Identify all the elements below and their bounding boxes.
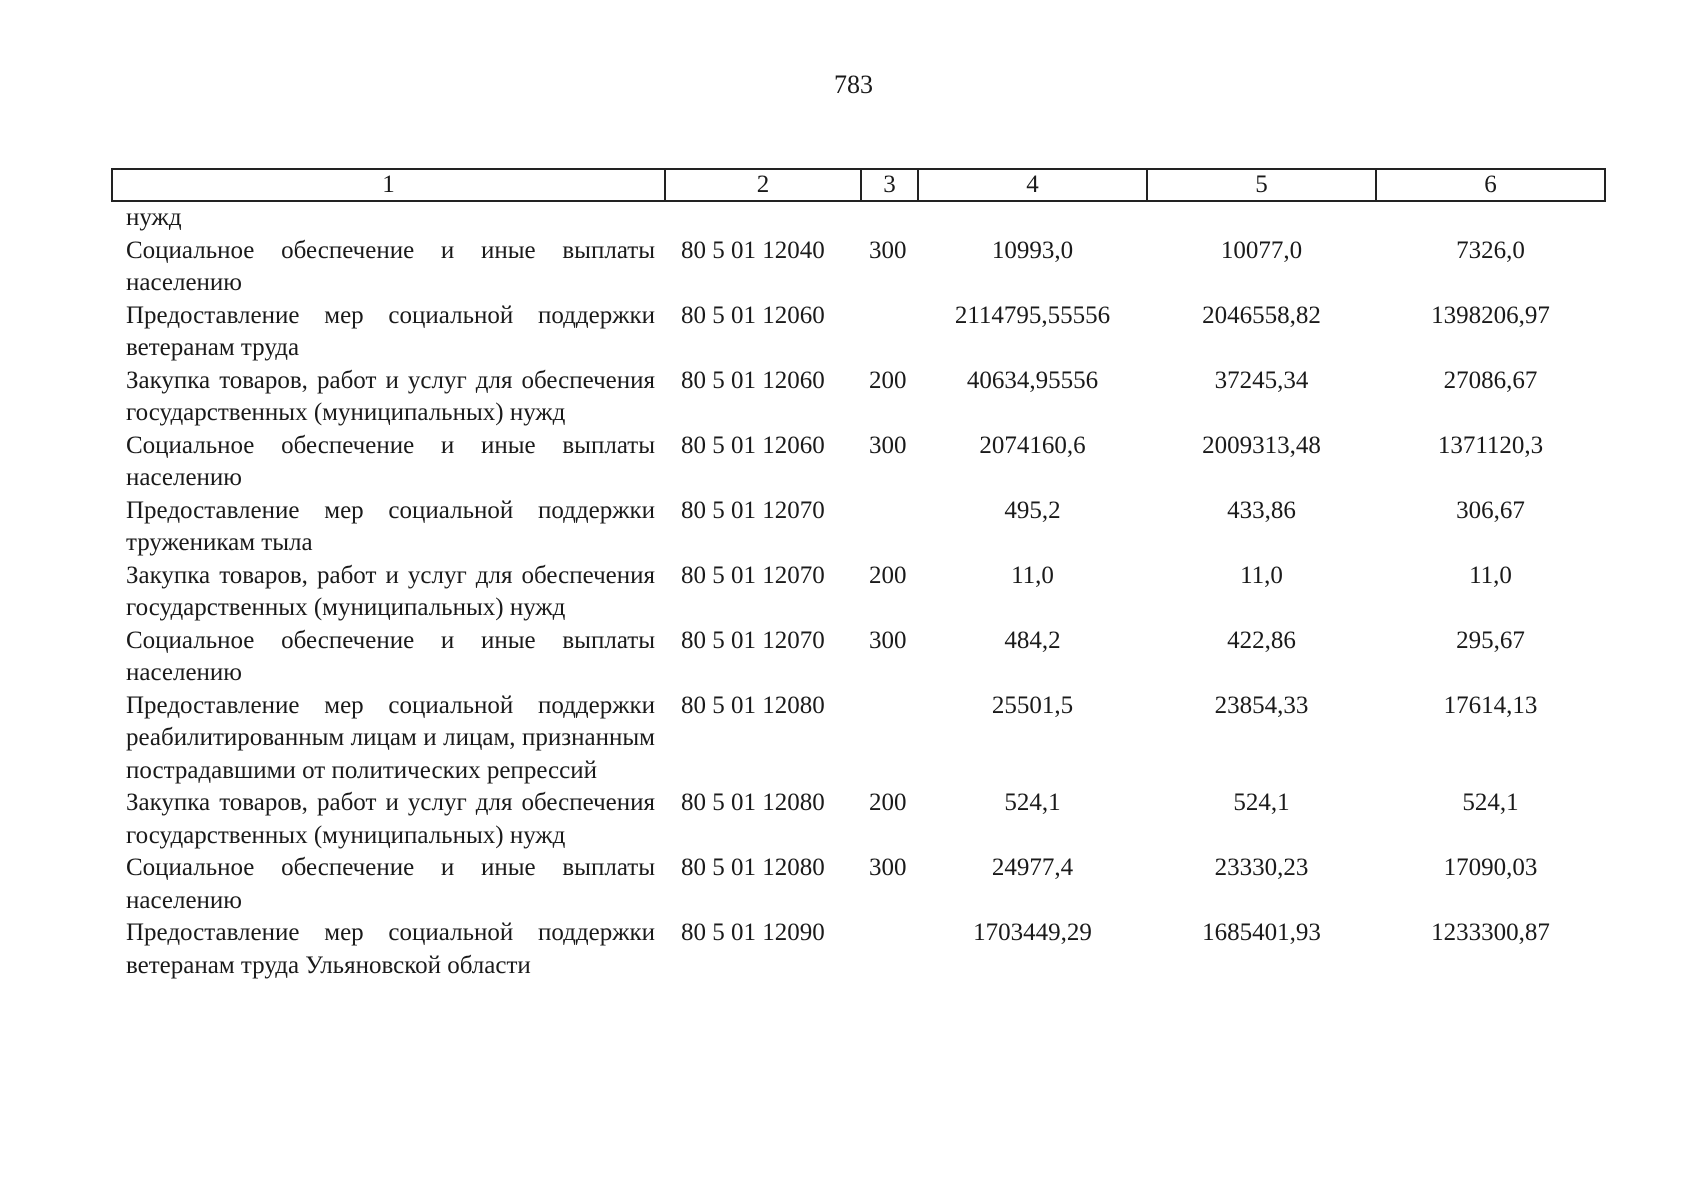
header-row [112, 169, 1605, 201]
row-value-5: 37245,34 [1214, 366, 1309, 394]
row-code: 80 5 01 12070 [681, 496, 825, 524]
row-value-4: 1703449,29 [973, 919, 1092, 946]
row-value-4: 484,2 [1004, 626, 1061, 654]
row-value-6: 27086,67 [1443, 366, 1538, 394]
row-name: Предоставление мер социальной поддержки ветеранам труда Ульяновской области [126, 919, 655, 979]
row-code: 80 5 01 12080 [681, 789, 825, 816]
row-value-5: 11,0 [1240, 561, 1283, 589]
table-row [112, 625, 1605, 690]
row-code: 80 5 01 12060 [681, 431, 825, 459]
row-value-4: 11,0 [1011, 561, 1054, 589]
row-name: Социальное обеспечение и иные выплаты населению [126, 236, 655, 296]
budget-table [111, 168, 1606, 982]
row-name: Предоставление мер социальной поддержки реабилитированным лицам и лицам, признанным пострадавшими от политических репрессий [126, 691, 655, 784]
row-name: Закупка товаров, работ и услуг для обеспечения государственных (муниципальных) нужд [126, 561, 655, 621]
row-value-5: 23330,23 [1214, 854, 1309, 881]
row-value-5: 10077,0 [1220, 236, 1303, 264]
row-value-6: 1233300,87 [1431, 919, 1550, 946]
row-type [861, 917, 918, 982]
table-row [112, 917, 1605, 982]
row-value-6: 17614,13 [1443, 691, 1538, 719]
row-code: 80 5 01 12090 [681, 919, 825, 946]
table-row [112, 430, 1605, 495]
row-value-6: 1398206,97 [1431, 301, 1550, 329]
row-value-6: 295,67 [1456, 626, 1525, 654]
row-value-6: 11,0 [1469, 561, 1512, 589]
row-type: 300 [869, 854, 907, 881]
row-value-4: 10993,0 [991, 236, 1074, 264]
row-name: Предоставление мер социальной поддержки труженикам тыла [126, 496, 655, 556]
row-value-4: 24977,4 [991, 854, 1074, 881]
table-row [112, 560, 1605, 625]
header-col-3: 3 [861, 169, 918, 201]
row-type [861, 690, 918, 788]
row-name: Закупка товаров, работ и услуг для обеспечения государственных (муниципальных) нужд [126, 789, 655, 849]
row-name: Социальное обеспечение и иные выплаты населению [126, 626, 655, 686]
page-number: 783 [834, 70, 873, 99]
row-type: 300 [869, 236, 907, 264]
row-value-5: 433,86 [1227, 496, 1296, 524]
row-value-5: 2046558,82 [1202, 301, 1321, 329]
row-value-4: 25501,5 [991, 691, 1074, 719]
row-value-6: 524,1 [1462, 789, 1519, 816]
row-value-5: 422,86 [1227, 626, 1296, 654]
table-row [112, 235, 1605, 300]
row-type: 300 [869, 626, 907, 654]
row-name: Предоставление мер социальной поддержки ветеранам труда [126, 301, 655, 361]
row-type: 200 [869, 366, 907, 394]
table-header [112, 169, 1605, 201]
row-value-6: 1371120,3 [1437, 431, 1544, 459]
row-value-4: 40634,95556 [966, 366, 1099, 394]
row-code: 80 5 01 12080 [681, 691, 825, 719]
row-code: 80 5 01 12060 [681, 366, 825, 394]
row-name: нужд [126, 204, 182, 231]
row-type: 200 [869, 561, 907, 589]
row-code: 80 5 01 12040 [681, 236, 825, 264]
row-code: 80 5 01 12080 [681, 854, 825, 881]
row-name: Закупка товаров, работ и услуг для обеспечения государственных (муниципальных) нужд [126, 366, 655, 426]
row-value-4: 2114795,55556 [954, 301, 1111, 329]
header-col-6: 6 [1376, 169, 1605, 201]
row-type: 200 [869, 789, 907, 816]
row-value-4: 524,1 [1004, 789, 1061, 816]
row-value-6: 7326,0 [1456, 236, 1525, 264]
row-type: 300 [869, 431, 907, 459]
table-row [112, 690, 1605, 788]
table-row [112, 852, 1605, 917]
table-row-continuation [112, 201, 1605, 235]
budget-table-wrapper [111, 168, 1604, 982]
row-type [861, 495, 918, 560]
header-col-1: 1 [112, 169, 665, 201]
table-row [112, 495, 1605, 560]
header-col-5: 5 [1147, 169, 1376, 201]
row-type [861, 300, 918, 365]
table-row [112, 787, 1605, 852]
row-name: Социальное обеспечение и иные выплаты населению [126, 431, 655, 491]
row-name: Социальное обеспечение и иные выплаты населению [126, 854, 655, 914]
row-code: 80 5 01 12070 [681, 626, 825, 654]
row-code: 80 5 01 12070 [681, 561, 825, 589]
header-col-2: 2 [665, 169, 861, 201]
row-value-5: 524,1 [1233, 789, 1290, 816]
row-value-5: 23854,33 [1214, 691, 1309, 719]
row-code: 80 5 01 12060 [681, 301, 825, 329]
row-value-4: 2074160,6 [979, 431, 1086, 459]
table-row [112, 300, 1605, 365]
row-value-5: 2009313,48 [1202, 431, 1321, 459]
row-value-6: 17090,03 [1443, 854, 1538, 881]
row-value-5: 1685401,93 [1202, 919, 1321, 946]
row-value-4: 495,2 [1004, 496, 1061, 524]
table-row [112, 365, 1605, 430]
row-value-6: 306,67 [1456, 496, 1525, 524]
header-col-4: 4 [918, 169, 1147, 201]
table-body [112, 201, 1605, 982]
